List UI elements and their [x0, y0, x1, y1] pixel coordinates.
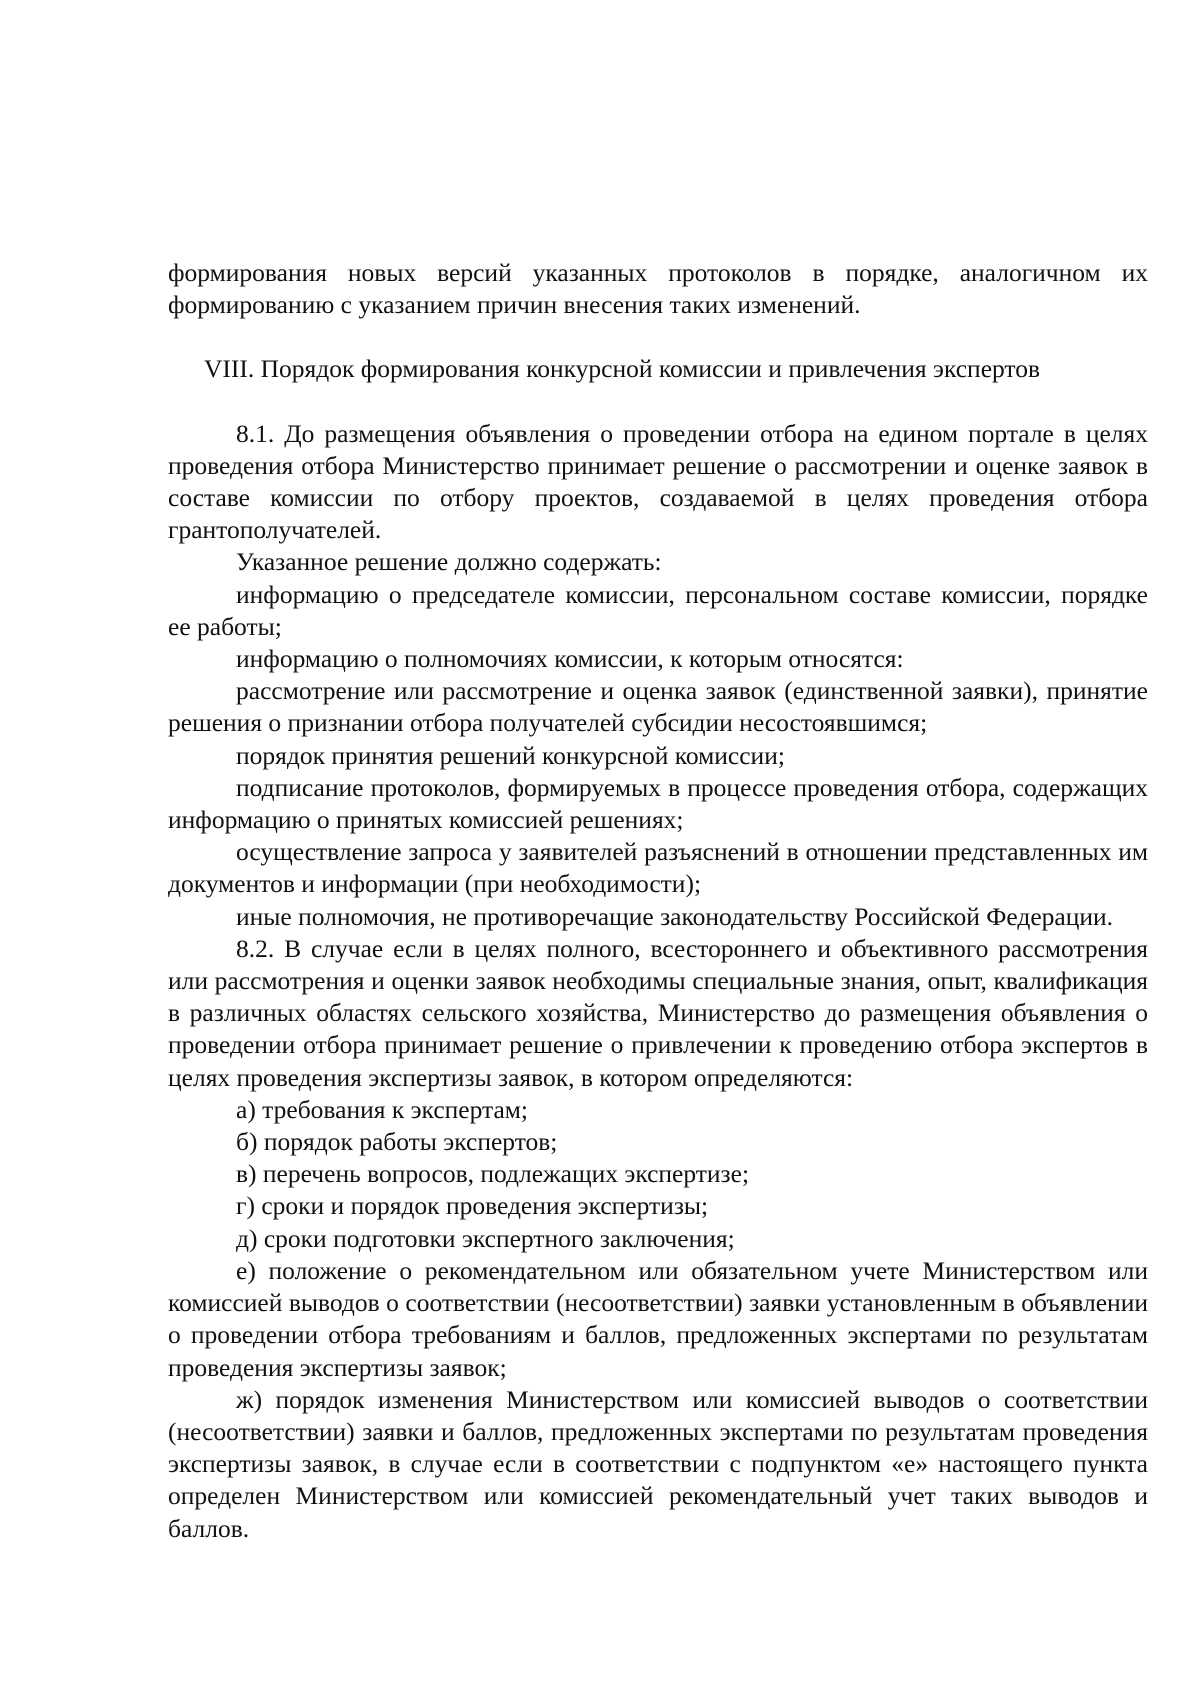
list-item: б) порядок работы экспертов;: [236, 1127, 558, 1157]
list-item: г) сроки и порядок проведения экспертизы;: [236, 1191, 709, 1221]
list-item: порядок принятия решений конкурсной комиссии;: [236, 740, 785, 770]
list-item: иные полномочия, не противоречащие законодательству Российской Федерации.: [236, 901, 1114, 931]
list-item: а) требования к экспертам;: [236, 1094, 529, 1124]
list-item: информацию о полномочиях комиссии, к которым относятся:: [236, 644, 904, 674]
continuation-paragraph: формирования новых версий указанных протоколов в порядке, аналогичном их формированию с указанием причин внесения таких изменений.: [168, 258, 1148, 320]
list-item: ж) порядок изменения Министерством или комиссией выводов о соответствии (несоответствии) заявки и баллов, предложенных экспертами по результатам проведения экспертизы заявок, в случае если в соответствии с подпунктом «е» настоящего пункта определен Министерством или комиссией рекомендательный учет таких выводов и баллов.: [168, 1384, 1148, 1543]
decision-content-intro: Указанное решение должно содержать:: [236, 547, 662, 577]
paragraph-8-2: 8.2. В случае если в целях полного, всестороннего и объективного рассмотрения или рассмотрения и оценки заявок необходимы специальные знания, опыт, квалификация в различных областях сельского хозяйства, Министерство до размещения объявления о проведении отбора принимает решение о привлечении к проведению отбора экспертов в целях проведения экспертизы заявок, в котором определяются:: [168, 933, 1148, 1092]
section-heading: VIII. Порядок формирования конкурсной комиссии и привлечения экспертов: [204, 354, 1041, 384]
list-item: в) перечень вопросов, подлежащих экспертизе;: [236, 1159, 750, 1189]
list-item: информацию о председателе комиссии, персональном составе комиссии, порядке ее работы;: [168, 579, 1148, 641]
list-item: осуществление запроса у заявителей разъяснений в отношении представленных им документов и информации (при необходимости);: [168, 837, 1148, 899]
document-page: [168, 257, 1148, 1545]
paragraph-8-1: 8.1. До размещения объявления о проведении отбора на едином портале в целях проведения отбора Министерство принимает решение о рассмотрении и оценке заявок в составе комиссии по отбору проектов, создаваемой в целях проведения отбора грантополучателей.: [168, 418, 1148, 545]
list-item: е) положение о рекомендательном или обязательном учете Министерством или комиссией выводов о соответствии (несоответствии) заявки установленным в объявлении о проведении отбора требованиям и баллов, предложенных экспертами по результатам проведения экспертизы заявок;: [168, 1255, 1148, 1382]
list-item: рассмотрение или рассмотрение и оценка заявок (единственной заявки), принятие решения о признании отбора получателей субсидии несостоявшимся;: [168, 676, 1148, 738]
list-item: д) сроки подготовки экспертного заключения;: [236, 1223, 735, 1253]
list-item: подписание протоколов, формируемых в процессе проведения отбора, содержащих информацию о принятых комиссией решениях;: [168, 772, 1148, 835]
